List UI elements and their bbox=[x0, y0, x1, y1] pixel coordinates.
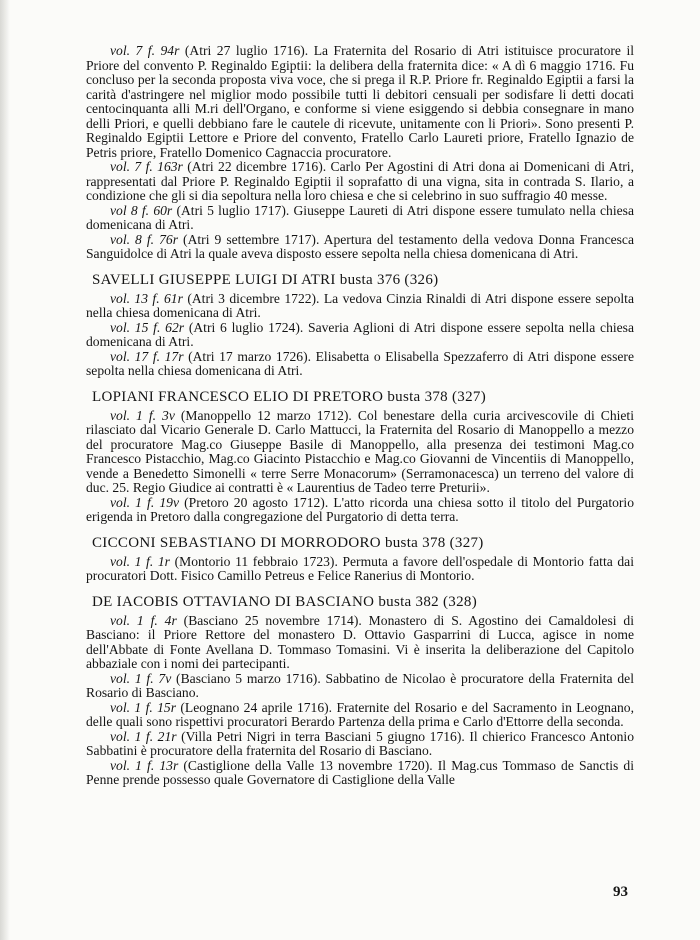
entry-text: (Atri 6 luglio 1724). Saveria Aglioni di Atri dispone essere sepolta nella chiesa domenicana di Atri. bbox=[86, 319, 634, 349]
entry-text: (Manoppello 12 marzo 1712). Col benestare della curia arcivescovile di Chieti rilasciato dal Vicario Generale D. Carlo Mattucci, la Fraternita del Rosario di Manoppello a mezzo del procuratore Mag.co Giuseppe Basile di Manoppello, alla presenza dei testimoni Mag.co Francesco Pistacchio, Mag.co Giacinto Pistacchio e Mag.co Giovanni de Vincentiis di Manoppello, vende a Benedetto Simonelli « terre Serre Monacorum» (Serramonacesca) un terreno del valore di duc. 25. Regio Giudice ai contratti è « Laurentius de Tadeo terre Preturii». bbox=[86, 407, 634, 495]
volume-reference: vol. 1 f. 21r bbox=[110, 728, 177, 744]
archive-entry bbox=[86, 350, 634, 379]
entry-text: (Atri 9 settembre 1717). Apertura del testamento della vedova Donna Francesca Sanguidolce di Atri la quale aveva disposto essere sepolta nella chiesa domenicana di Atri. bbox=[86, 231, 634, 261]
volume-reference: vol. 13 f. 61r bbox=[110, 290, 183, 306]
archive-entry bbox=[86, 701, 634, 730]
archive-entry bbox=[86, 730, 634, 759]
section-heading: CICCONI SEBASTIANO DI MORRODORO busta 378 (327) bbox=[92, 534, 484, 551]
entry-text: (Montorio 11 febbraio 1723). Permuta a favore dell'ospedale di Montorio fatta dai procuratori Dott. Fisico Camillo Petreus e Felice Ranerius di Montorio. bbox=[86, 553, 634, 583]
archive-entry bbox=[86, 292, 634, 321]
volume-reference: vol. 1 f. 4r bbox=[110, 612, 177, 628]
entry-text: (Castiglione della Valle 13 novembre 1720). Il Mag.cus Tommaso de Sanctis di Penne prende possesso quale Governatore di Castiglione della Valle bbox=[86, 757, 634, 787]
entry-text: (Atri 22 dicembre 1716). Carlo Per Agostini di Atri dona ai Domenicani di Atri, rappresentati dal Priore P. Reginaldo Egiptii il soprafatto di una vigna, sita in contrada S. Ilario, a condizione che gli si dia sepoltura nella loro chiesa e che si celebrino in suo suffragio 40 messe. bbox=[86, 159, 634, 203]
entry-text: (Pretoro 20 agosto 1712). L'atto ricorda una chiesa sotto il titolo del Purgatorio erigenda in Pretoro dalla congregazione del Purgatorio di detta terra. bbox=[86, 494, 634, 524]
volume-reference: vol. 15 f. 62r bbox=[110, 319, 185, 335]
entry-text: (Villa Petri Nigri in terra Basciani 5 giugno 1716). Il chierico Francesco Antonio Sabbatini è procuratore della fraternita del Rosario di Basciano. bbox=[86, 728, 634, 758]
volume-reference: vol 8 f. 60r bbox=[110, 202, 173, 218]
binding-shadow bbox=[0, 0, 10, 940]
archive-entry bbox=[86, 759, 634, 788]
archive-entry bbox=[86, 204, 634, 233]
archive-entry bbox=[86, 233, 634, 262]
volume-reference: vol. 1 f. 1r bbox=[110, 553, 170, 569]
entry-text: (Atri 17 marzo 1726). Elisabetta o Elisabella Spezzaferro di Atri dispone essere sepolta nella chiesa domenicana di Atri. bbox=[86, 348, 634, 378]
section-heading: DE IACOBIS OTTAVIANO DI BASCIANO busta 382 (328) bbox=[92, 593, 477, 610]
document-body bbox=[86, 44, 634, 788]
volume-reference: vol. 1 f. 7v bbox=[110, 670, 172, 686]
volume-reference: vol. 17 f. 17r bbox=[110, 348, 184, 364]
archive-entry bbox=[86, 409, 634, 496]
volume-reference: vol. 1 f. 15r bbox=[110, 699, 177, 715]
volume-reference: vol. 1 f. 3v bbox=[110, 407, 175, 423]
entry-text: (Basciano 5 marzo 1716). Sabbatino de Nicolao è procuratore della Fraternita del Rosario di Basciano. bbox=[86, 670, 634, 700]
section-heading: SAVELLI GIUSEPPE LUIGI DI ATRI busta 376 (326) bbox=[92, 271, 439, 288]
volume-reference: vol. 8 f. 76r bbox=[110, 231, 178, 247]
archive-entry bbox=[86, 160, 634, 204]
archive-entry bbox=[86, 555, 634, 584]
archive-entry bbox=[86, 614, 634, 672]
entry-text: (Atri 27 luglio 1716). La Fraternita del Rosario di Atri istituisce procuratore il Priore del convento P. Reginaldo Egiptii: la delibera della fraternita dice: « A dì 6 maggio 1716. Fu concluso per la seconda proposta viva voce, che si prega il R.P. Priore fr. Reginaldo Egiptii a farsi la carità d'astringere nel miglior modo possibile tutti li debitori censuali per sodisfare li detti docati centocinquanta alli M.ri dell'Organo, e conforme si viene esiggendo si debbia consegnare in mano delli Priori, e quelli debbiano fare le cautele di ricevute, unitamente con li Priori». Sono presenti P. Reginaldo Egiptii Lettore e Priore del convento, Fratello Carlo Laureti priore, Fratello Ignazio de Petris priore, Fratello Domenico Cagnaccia procuratore. bbox=[86, 43, 634, 160]
entry-text: (Leognano 24 aprile 1716). Fraternite del Rosario e del Sacramento in Leognano, delle quali sono rispettivi procuratori Berardo Partenza della prima e Carlo d'Ettorre della seconda. bbox=[86, 699, 634, 729]
entry-text: (Atri 5 luglio 1717). Giuseppe Laureti di Atri dispone essere tumulato nella chiesa domenicana di Atri. bbox=[86, 202, 634, 232]
section-heading: LOPIANI FRANCESCO ELIO DI PRETORO busta 378 (327) bbox=[92, 388, 487, 405]
page-number: 93 bbox=[613, 884, 628, 900]
archive-entry bbox=[86, 672, 634, 701]
volume-reference: vol. 7 f. 94r bbox=[110, 43, 180, 58]
entry-text: (Atri 3 dicembre 1722). La vedova Cinzia Rinaldi di Atri dispone essere sepolta nella chiesa domenicana di Atri. bbox=[86, 290, 634, 320]
archive-entry bbox=[86, 44, 634, 160]
archive-entry bbox=[86, 496, 634, 525]
entry-text: (Basciano 25 novembre 1714). Monastero di S. Agostino dei Camaldolesi di Basciano: il Priore Rettore del monastero D. Ottavio Gasparrini di Lucca, agisce in nome dell'Abbate di Fonte Avellana D. Tommaso Tomasini. Vi è inserita la deliberazione del Capitolo abbaziale con i nomi dei partecipanti. bbox=[86, 612, 634, 671]
volume-reference: vol. 1 f. 13r bbox=[110, 757, 179, 773]
volume-reference: vol. 1 f. 19v bbox=[110, 494, 179, 510]
archive-entry bbox=[86, 321, 634, 350]
volume-reference: vol. 7 f. 163r bbox=[110, 159, 183, 174]
